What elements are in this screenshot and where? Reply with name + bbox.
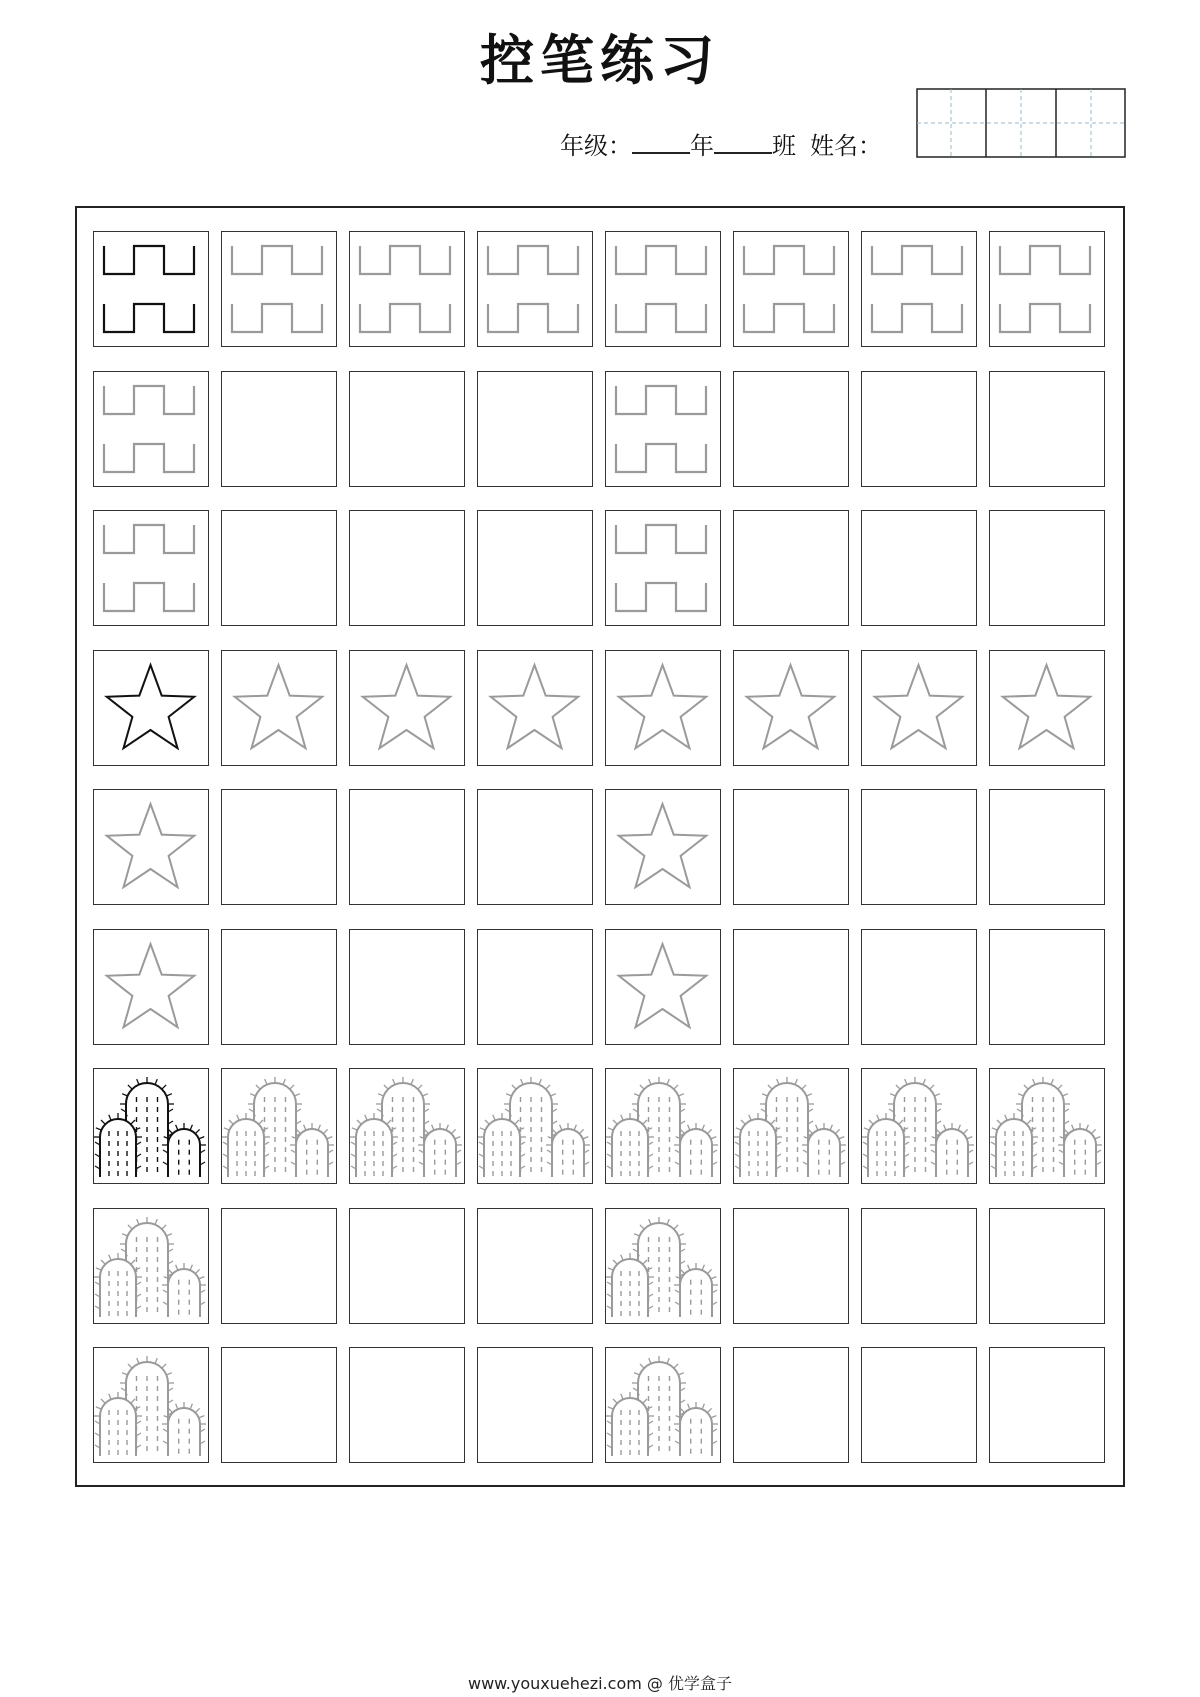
star-icon xyxy=(94,790,207,903)
trace-cell[interactable] xyxy=(93,1347,209,1463)
empty-practice-cell[interactable] xyxy=(477,371,593,487)
empty-practice-cell[interactable] xyxy=(733,510,849,626)
empty-practice-cell[interactable] xyxy=(477,789,593,905)
meander-icon xyxy=(606,372,719,485)
empty-practice-cell[interactable] xyxy=(349,789,465,905)
name-writing-boxes[interactable] xyxy=(916,88,1126,158)
cactus-icon xyxy=(94,1209,207,1322)
trace-cell[interactable] xyxy=(605,510,721,626)
empty-practice-cell[interactable] xyxy=(349,1208,465,1324)
empty-practice-cell[interactable] xyxy=(733,789,849,905)
empty-practice-cell[interactable] xyxy=(989,510,1105,626)
trace-cell[interactable] xyxy=(221,231,337,347)
name-label: 姓名： xyxy=(810,132,882,160)
star-icon xyxy=(606,930,719,1043)
meander-icon xyxy=(990,232,1103,345)
empty-practice-cell[interactable] xyxy=(861,1347,977,1463)
trace-cell[interactable] xyxy=(989,650,1105,766)
star-icon xyxy=(94,651,207,764)
trace-cell[interactable] xyxy=(733,231,849,347)
empty-practice-cell[interactable] xyxy=(349,929,465,1045)
star-icon xyxy=(990,651,1103,764)
empty-practice-cell[interactable] xyxy=(989,929,1105,1045)
meander-icon xyxy=(350,232,463,345)
trace-cell[interactable] xyxy=(605,1208,721,1324)
trace-cell[interactable] xyxy=(989,231,1105,347)
empty-practice-cell[interactable] xyxy=(477,510,593,626)
year-label: 年 xyxy=(690,132,714,160)
meander-icon xyxy=(862,232,975,345)
empty-practice-cell[interactable] xyxy=(477,1347,593,1463)
grade-blank[interactable] xyxy=(632,124,690,154)
page-title: 控笔练习 xyxy=(480,28,720,92)
footer-credit: www.youxuehezi.com @ 优学盒子 xyxy=(468,1674,732,1693)
cactus-icon xyxy=(94,1069,207,1182)
empty-practice-cell[interactable] xyxy=(733,929,849,1045)
class-blank[interactable] xyxy=(714,124,772,154)
cactus-icon xyxy=(350,1069,463,1182)
trace-cell[interactable] xyxy=(605,929,721,1045)
empty-practice-cell[interactable] xyxy=(221,510,337,626)
trace-cell[interactable] xyxy=(349,231,465,347)
trace-cell[interactable] xyxy=(605,1347,721,1463)
empty-practice-cell[interactable] xyxy=(861,1208,977,1324)
meander-icon xyxy=(94,511,207,624)
trace-cell[interactable] xyxy=(605,231,721,347)
empty-practice-cell[interactable] xyxy=(861,371,977,487)
meander-icon xyxy=(606,232,719,345)
trace-cell[interactable] xyxy=(221,650,337,766)
example-cell[interactable] xyxy=(93,650,209,766)
empty-practice-cell[interactable] xyxy=(349,1347,465,1463)
empty-practice-cell[interactable] xyxy=(733,1347,849,1463)
meander-icon xyxy=(606,511,719,624)
empty-practice-cell[interactable] xyxy=(221,789,337,905)
empty-practice-cell[interactable] xyxy=(989,1347,1105,1463)
star-icon xyxy=(94,930,207,1043)
cactus-icon xyxy=(606,1209,719,1322)
student-info-line xyxy=(560,124,882,161)
empty-practice-cell[interactable] xyxy=(861,510,977,626)
empty-practice-cell[interactable] xyxy=(989,371,1105,487)
empty-practice-cell[interactable] xyxy=(221,371,337,487)
star-icon xyxy=(734,651,847,764)
class-label: 班 xyxy=(772,132,796,160)
star-icon xyxy=(350,651,463,764)
trace-cell[interactable] xyxy=(349,650,465,766)
example-cell[interactable] xyxy=(93,1068,209,1184)
cactus-icon xyxy=(734,1069,847,1182)
trace-cell[interactable] xyxy=(477,1068,593,1184)
trace-cell[interactable] xyxy=(861,650,977,766)
empty-practice-cell[interactable] xyxy=(349,510,465,626)
trace-cell[interactable] xyxy=(605,371,721,487)
trace-cell[interactable] xyxy=(733,1068,849,1184)
meander-icon xyxy=(478,232,591,345)
empty-practice-cell[interactable] xyxy=(733,371,849,487)
meander-icon xyxy=(222,232,335,345)
empty-practice-cell[interactable] xyxy=(861,929,977,1045)
trace-cell[interactable] xyxy=(733,650,849,766)
trace-cell[interactable] xyxy=(93,929,209,1045)
cactus-icon xyxy=(862,1069,975,1182)
cactus-icon xyxy=(222,1069,335,1182)
trace-cell[interactable] xyxy=(93,510,209,626)
star-icon xyxy=(862,651,975,764)
empty-practice-cell[interactable] xyxy=(477,929,593,1045)
trace-cell[interactable] xyxy=(605,789,721,905)
trace-cell[interactable] xyxy=(477,231,593,347)
cactus-icon xyxy=(990,1069,1103,1182)
trace-cell[interactable] xyxy=(477,650,593,766)
empty-practice-cell[interactable] xyxy=(221,1208,337,1324)
trace-cell[interactable] xyxy=(861,1068,977,1184)
cactus-icon xyxy=(94,1348,207,1461)
star-icon xyxy=(222,651,335,764)
meander-icon xyxy=(734,232,847,345)
empty-practice-cell[interactable] xyxy=(989,789,1105,905)
trace-cell[interactable] xyxy=(605,650,721,766)
star-icon xyxy=(606,651,719,764)
trace-cell[interactable] xyxy=(349,1068,465,1184)
cactus-icon xyxy=(606,1348,719,1461)
empty-practice-cell[interactable] xyxy=(861,789,977,905)
empty-practice-cell[interactable] xyxy=(989,1208,1105,1324)
meander-icon xyxy=(94,232,207,345)
trace-cell[interactable] xyxy=(93,371,209,487)
trace-cell[interactable] xyxy=(989,1068,1105,1184)
empty-practice-cell[interactable] xyxy=(733,1208,849,1324)
star-icon xyxy=(606,790,719,903)
cactus-icon xyxy=(606,1069,719,1182)
trace-cell[interactable] xyxy=(93,1208,209,1324)
trace-cell[interactable] xyxy=(93,789,209,905)
star-icon xyxy=(478,651,591,764)
empty-practice-cell[interactable] xyxy=(349,371,465,487)
name-grid-icon xyxy=(916,88,1126,158)
empty-practice-cell[interactable] xyxy=(477,1208,593,1324)
cactus-icon xyxy=(478,1069,591,1182)
meander-icon xyxy=(94,372,207,485)
empty-practice-cell[interactable] xyxy=(221,929,337,1045)
empty-practice-cell[interactable] xyxy=(221,1347,337,1463)
trace-cell[interactable] xyxy=(861,231,977,347)
trace-cell[interactable] xyxy=(605,1068,721,1184)
grade-label: 年级： xyxy=(560,132,632,160)
example-cell[interactable] xyxy=(93,231,209,347)
trace-cell[interactable] xyxy=(221,1068,337,1184)
